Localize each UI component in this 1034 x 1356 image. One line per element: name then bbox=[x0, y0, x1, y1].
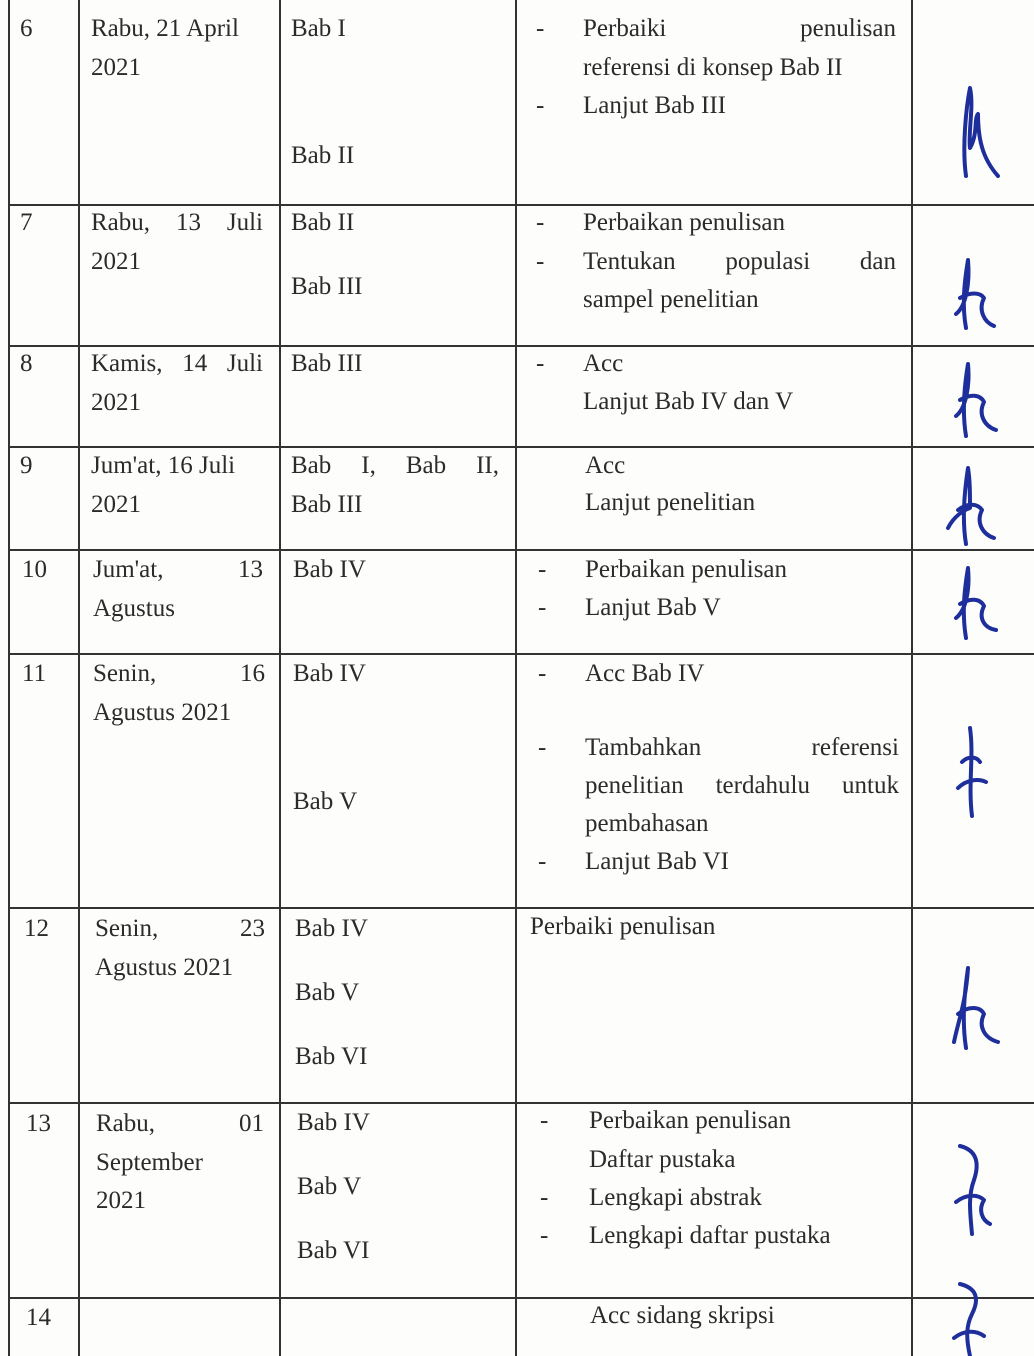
note-line: Acc bbox=[583, 350, 624, 377]
note-line: Acc sidang skripsi bbox=[590, 1302, 775, 1329]
row-number: 6 bbox=[20, 15, 33, 42]
dash-bullet: - bbox=[536, 248, 545, 275]
dash-bullet: - bbox=[538, 660, 547, 687]
chapter-label: Bab III bbox=[291, 273, 363, 300]
row-number: 11 bbox=[22, 660, 47, 687]
note-line: Perbaiki penulisan bbox=[583, 15, 896, 42]
dash-bullet: - bbox=[536, 15, 545, 42]
dash-bullet: - bbox=[540, 1107, 549, 1134]
date-line: Senin, 23 bbox=[95, 915, 265, 942]
note-line: referensi di konsep Bab II bbox=[583, 54, 843, 81]
date-line: Agustus 2021 bbox=[95, 954, 234, 981]
date-line: Jum'at, 13 bbox=[93, 556, 263, 583]
signature-mark bbox=[948, 78, 1008, 188]
note-line: Perbaikan penulisan bbox=[583, 209, 786, 236]
date-line: 2021 bbox=[96, 1187, 146, 1214]
chapter-label: Bab V bbox=[297, 1173, 362, 1200]
row-number: 10 bbox=[22, 556, 47, 583]
row-number: 8 bbox=[20, 350, 33, 377]
note-line: Lengkapi daftar pustaka bbox=[589, 1222, 831, 1249]
date-line: Agustus bbox=[93, 595, 175, 622]
date-line: September bbox=[96, 1149, 203, 1176]
dash-bullet: - bbox=[538, 556, 547, 583]
dash-bullet: - bbox=[538, 734, 547, 761]
date-line: Agustus 2021 bbox=[93, 699, 232, 726]
date-line: 2021 bbox=[91, 248, 141, 275]
date-line: Rabu, 21 April bbox=[91, 15, 239, 42]
date-line: 2021 bbox=[91, 491, 141, 518]
note-line: Perbaikan penulisan bbox=[585, 556, 788, 583]
date-line: Senin, 16 bbox=[93, 660, 265, 687]
note-line: Lanjut Bab V bbox=[585, 594, 721, 621]
dash-bullet: - bbox=[536, 92, 545, 119]
note-line: Lengkapi abstrak bbox=[589, 1184, 762, 1211]
date-line: Kamis, 14 Juli bbox=[91, 350, 263, 377]
chapter-label: Bab VI bbox=[295, 1043, 368, 1070]
note-line: Acc bbox=[585, 452, 626, 479]
chapter-label: Bab III bbox=[291, 350, 363, 377]
row-number: 14 bbox=[26, 1304, 51, 1331]
date-line: Rabu, 13 Juli bbox=[91, 209, 263, 236]
chapter-label: Bab I, Bab II, bbox=[291, 452, 499, 479]
signature-mark bbox=[944, 962, 1004, 1054]
signature-mark bbox=[940, 464, 1004, 548]
date-line: Jum'at, 16 Juli bbox=[91, 452, 236, 479]
chapter-label: Bab II bbox=[291, 209, 355, 236]
chapter-label: Bab VI bbox=[297, 1237, 370, 1264]
chapter-label: Bab IV bbox=[297, 1109, 370, 1136]
note-line: Perbaikan penulisan bbox=[589, 1107, 792, 1134]
note-line: Acc Bab IV bbox=[585, 660, 705, 687]
date-line: Rabu, 01 bbox=[96, 1110, 264, 1137]
note-line: sampel penelitian bbox=[583, 286, 759, 313]
note-line: Lanjut Bab III bbox=[583, 92, 727, 119]
chapter-label: Bab V bbox=[293, 788, 358, 815]
chapter-label: Bab I bbox=[291, 15, 346, 42]
date-line: 2021 bbox=[91, 54, 141, 81]
note-line: Lanjut Bab VI bbox=[585, 848, 729, 875]
signature-mark bbox=[948, 722, 998, 822]
signature-mark bbox=[944, 1280, 1004, 1356]
note-line: Lanjut Bab IV dan V bbox=[583, 388, 794, 415]
note-line: Tambahkan referensi bbox=[585, 734, 899, 761]
chapter-label: Bab V bbox=[295, 979, 360, 1006]
chapter-label: Bab II bbox=[291, 142, 355, 169]
dash-bullet: - bbox=[540, 1222, 549, 1249]
dash-bullet: - bbox=[536, 350, 545, 377]
chapter-label: Bab IV bbox=[293, 556, 366, 583]
chapter-label: Bab IV bbox=[293, 660, 366, 687]
date-line: 2021 bbox=[91, 389, 141, 416]
chapter-label: Bab IV bbox=[295, 915, 368, 942]
note-line: Lanjut penelitian bbox=[585, 489, 756, 516]
dash-bullet: - bbox=[536, 209, 545, 236]
note-line: Daftar pustaka bbox=[589, 1146, 736, 1173]
row-number: 13 bbox=[26, 1110, 51, 1137]
signature-mark bbox=[944, 254, 1004, 334]
row-number: 9 bbox=[20, 452, 33, 479]
row-number: 12 bbox=[24, 915, 49, 942]
note-line: pembahasan bbox=[585, 810, 709, 837]
row-number: 7 bbox=[20, 209, 33, 236]
signature-mark bbox=[946, 1140, 1002, 1240]
signature-mark bbox=[944, 360, 1004, 442]
dash-bullet: - bbox=[540, 1184, 549, 1211]
dash-bullet: - bbox=[538, 848, 547, 875]
note-line: penelitian terdahulu untuk bbox=[585, 772, 899, 799]
chapter-label: Bab III bbox=[291, 491, 363, 518]
note-line: Perbaiki penulisan bbox=[530, 913, 716, 940]
dash-bullet: - bbox=[538, 594, 547, 621]
signature-mark bbox=[944, 564, 1004, 644]
note-line: Tentukan populasi dan bbox=[583, 248, 896, 275]
